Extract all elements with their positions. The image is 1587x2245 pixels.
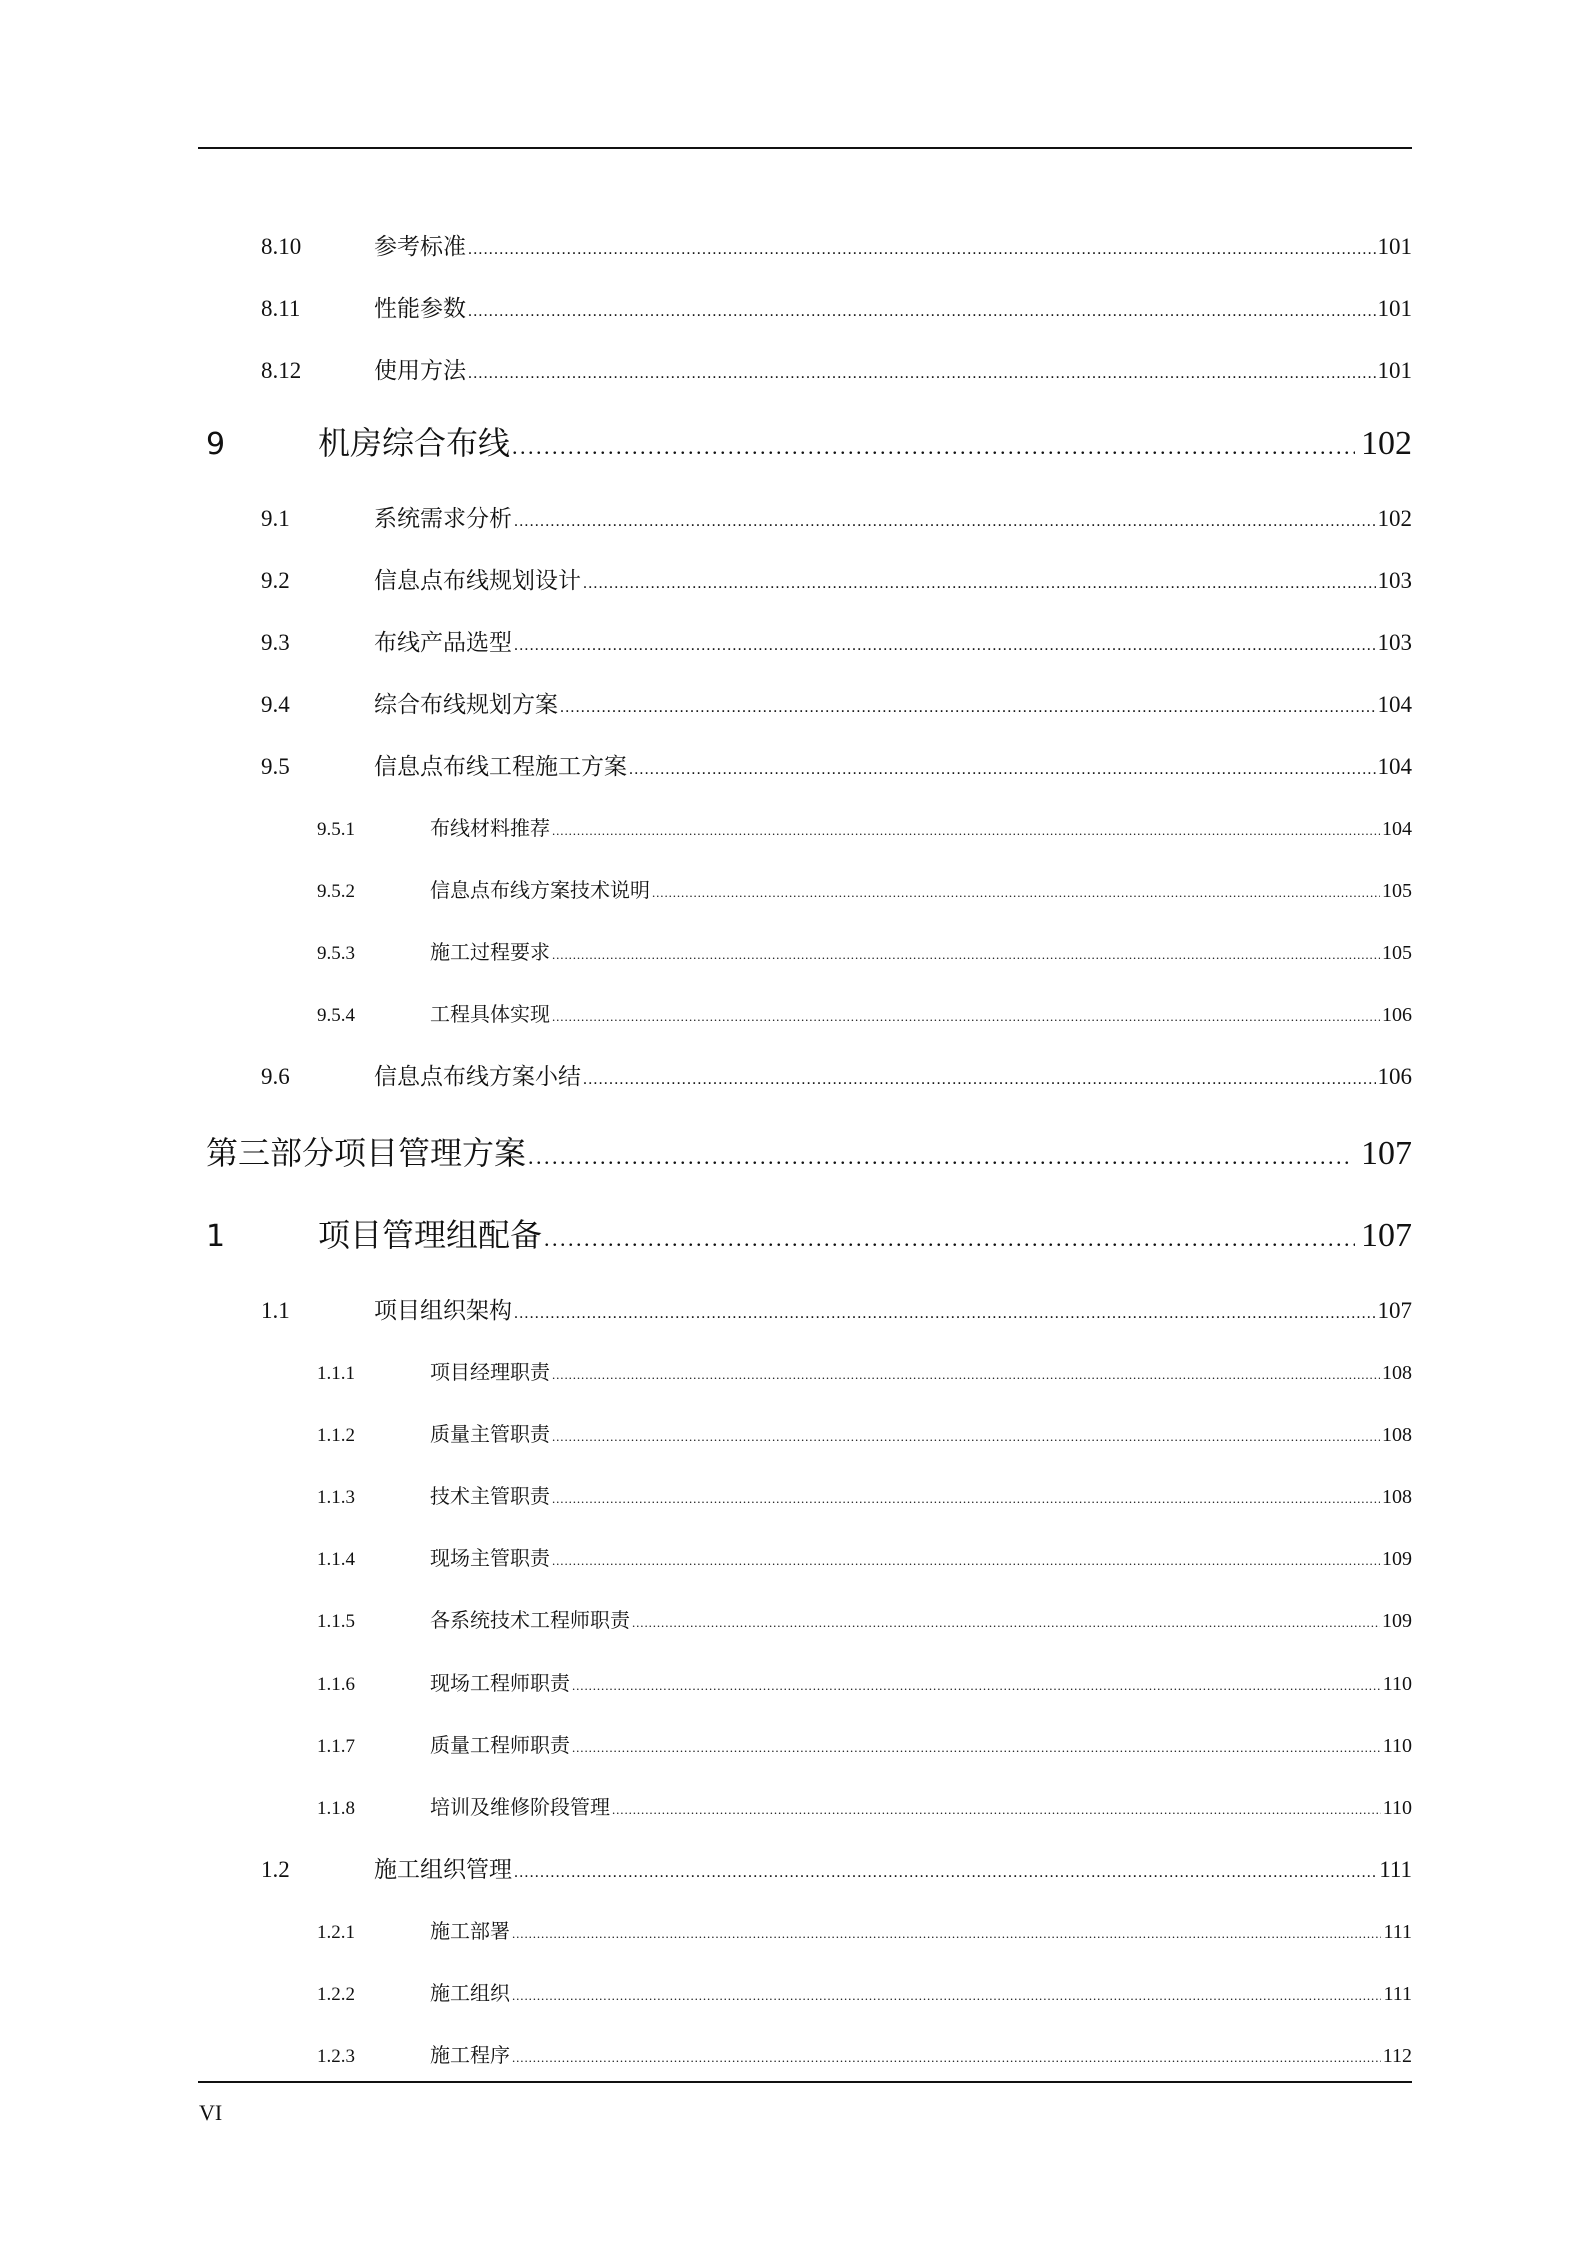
toc-entry-page: 111	[1383, 1983, 1412, 2005]
toc-entry-title: 系统需求分析	[374, 506, 512, 532]
toc-entry-page: 101	[1377, 234, 1412, 259]
toc-entry-title: 培训及维修阶段管理	[430, 1795, 610, 1819]
dot-leader	[512, 2046, 1381, 2068]
footer-page-number: VI	[199, 2100, 223, 2125]
toc-entry-sub[interactable]	[317, 1418, 1412, 1447]
dot-leader	[528, 1135, 1353, 1172]
toc-entry-page: 108	[1382, 1424, 1412, 1446]
toc-entry-number: 8.12	[261, 358, 302, 383]
toc-entry-number: 1.1.4	[317, 1549, 355, 1570]
dot-leader	[629, 754, 1376, 780]
toc-entry-title: 现场主管职责	[430, 1546, 550, 1570]
toc-entry-page: 107	[1361, 1135, 1412, 1172]
toc-entry-number: 1.2	[261, 1857, 290, 1882]
toc-entry-page: 107	[1361, 1217, 1412, 1254]
dot-leader	[552, 1363, 1380, 1385]
dot-leader	[512, 425, 1355, 462]
toc-entry-title: 机房综合布线	[318, 424, 511, 462]
dot-leader	[552, 943, 1380, 965]
header-rule	[198, 147, 1412, 149]
toc-entry-page: 101	[1377, 296, 1412, 321]
toc-entry-number: 9.3	[261, 630, 290, 655]
toc-entry-title: 性能参数	[374, 296, 466, 322]
toc-entry-page: 104	[1377, 754, 1412, 779]
toc-entry-number: 9.5.1	[317, 819, 355, 840]
toc-entry-page: 102	[1377, 506, 1412, 531]
toc-entry-number: 9.6	[261, 1064, 290, 1089]
toc-entry-page: 108	[1382, 1486, 1412, 1508]
dot-leader	[572, 1674, 1381, 1696]
toc-entry-title: 综合布线规划方案	[374, 692, 558, 718]
toc-entry-number: 9.4	[261, 692, 290, 717]
toc-entry-number: 1.1.7	[317, 1736, 355, 1757]
dot-leader	[514, 1298, 1376, 1324]
toc-entry[interactable]	[261, 748, 1412, 781]
toc-entry-number: 1.1.8	[317, 1798, 355, 1819]
toc-entry-page: 104	[1377, 692, 1412, 717]
dot-leader	[468, 234, 1376, 260]
toc-entry-page: 110	[1382, 1735, 1412, 1757]
toc-entry-page: 106	[1377, 1064, 1412, 1089]
dot-leader	[468, 296, 1376, 322]
toc-entry-title: 现场工程师职责	[430, 1671, 570, 1695]
toc-entry-number: 1.1	[261, 1298, 290, 1323]
toc-entry-page: 103	[1377, 630, 1412, 655]
toc-entry-page: 101	[1377, 358, 1412, 383]
toc-entry-number: 1.1.6	[317, 1674, 355, 1695]
toc-entry[interactable]	[261, 228, 1412, 261]
dot-leader	[583, 568, 1376, 594]
toc-entry-title: 施工组织	[430, 1981, 510, 2005]
toc-entry-number: 1.2.2	[317, 1984, 355, 2005]
toc-entry-page: 108	[1382, 1362, 1412, 1384]
toc-entry-sub[interactable]	[317, 1791, 1412, 1820]
toc-entry-title: 第三部分项目管理方案	[206, 1134, 527, 1172]
toc-entry-number: 1	[206, 1219, 226, 1254]
toc-entry-title: 质量主管职责	[430, 1422, 550, 1446]
toc-entry-number: 8.11	[261, 296, 301, 321]
toc-entry-sub[interactable]	[317, 1542, 1412, 1571]
dot-leader	[583, 1064, 1376, 1090]
toc-entry-sub[interactable]	[317, 1977, 1412, 2006]
toc-entry-title: 布线产品选型	[374, 630, 512, 656]
toc-entry-page: 102	[1361, 425, 1412, 462]
toc-entry-title: 项目经理职责	[430, 1360, 550, 1384]
dot-leader	[544, 1217, 1355, 1254]
toc-entry-sub[interactable]	[317, 998, 1412, 1027]
toc-entry-number: 8.10	[261, 234, 302, 259]
toc-entry-number: 9.5.3	[317, 943, 355, 964]
toc-entry-part[interactable]	[206, 1128, 1412, 1174]
toc-entry-number: 1.1.2	[317, 1425, 355, 1446]
dot-leader	[552, 1425, 1380, 1447]
toc-entry-page: 112	[1382, 2045, 1412, 2067]
toc-entry-page: 110	[1382, 1673, 1412, 1695]
toc-entry-page: 105	[1382, 942, 1412, 964]
toc-entry-sub[interactable]	[317, 936, 1412, 965]
toc-entry-number: 1.1.5	[317, 1611, 355, 1632]
toc-entry-title: 参考标准	[374, 234, 466, 260]
toc-entry-chapter[interactable]	[206, 418, 1412, 464]
toc-entry[interactable]	[261, 352, 1412, 385]
toc-entry-page: 111	[1379, 1857, 1412, 1882]
toc-entry-number: 9	[206, 427, 226, 462]
dot-leader	[514, 1857, 1377, 1883]
dot-leader	[652, 881, 1380, 903]
toc-entry-title: 技术主管职责	[430, 1484, 550, 1508]
toc-entry[interactable]	[261, 1292, 1412, 1325]
toc-entry-sub[interactable]	[317, 1480, 1412, 1509]
footer-rule	[198, 2081, 1412, 2083]
toc-entry-page: 109	[1382, 1610, 1412, 1632]
toc-entry-number: 1.1.3	[317, 1487, 355, 1508]
toc-entry-title: 施工程序	[430, 2043, 510, 2067]
toc-entry-title: 信息点布线方案技术说明	[430, 878, 650, 902]
dot-leader	[552, 1005, 1380, 1027]
toc-entry-title: 信息点布线工程施工方案	[374, 754, 627, 780]
toc-entry-page: 104	[1382, 818, 1412, 840]
dot-leader	[632, 1611, 1380, 1633]
toc-entry[interactable]	[261, 1851, 1412, 1884]
toc-entry-page: 106	[1382, 1004, 1412, 1026]
toc-entry-number: 1.1.1	[317, 1363, 355, 1384]
toc-entry-title: 信息点布线方案小结	[374, 1064, 581, 1090]
toc-entry-title: 质量工程师职责	[430, 1733, 570, 1757]
dot-leader	[560, 692, 1376, 718]
dot-leader	[572, 1736, 1381, 1758]
toc-entry-page: 109	[1382, 1548, 1412, 1570]
toc-entry-page: 105	[1382, 880, 1412, 902]
toc-entry-number: 1.2.3	[317, 2046, 355, 2067]
toc-entry[interactable]	[261, 686, 1412, 719]
toc-entry[interactable]	[261, 562, 1412, 595]
dot-leader	[552, 819, 1380, 841]
toc-entry-title: 项目管理组配备	[318, 1216, 543, 1254]
dot-leader	[552, 1487, 1380, 1509]
toc-entry-title: 使用方法	[374, 358, 466, 384]
toc-entry-sub[interactable]	[317, 1667, 1412, 1696]
toc-entry-page: 107	[1377, 1298, 1412, 1323]
toc-entry-title: 信息点布线规划设计	[374, 568, 581, 594]
dot-leader	[468, 358, 1376, 384]
toc-entry-number: 9.1	[261, 506, 290, 531]
toc-entry-page: 103	[1377, 568, 1412, 593]
toc-entry-sub[interactable]	[317, 874, 1412, 903]
toc-entry-title: 布线材料推荐	[430, 816, 550, 840]
dot-leader	[512, 1922, 1381, 1944]
toc-entry-number: 9.5.2	[317, 881, 355, 902]
toc-entry[interactable]	[261, 1058, 1412, 1091]
toc-entry-sub[interactable]	[317, 1729, 1412, 1758]
toc-entry-page: 111	[1383, 1921, 1412, 1943]
dot-leader	[514, 506, 1376, 532]
toc-entry-number: 9.2	[261, 568, 290, 593]
dot-leader	[552, 1549, 1380, 1571]
toc-entry-title: 施工过程要求	[430, 940, 550, 964]
toc-entry-number: 9.5.4	[317, 1005, 355, 1026]
toc-entry-chapter[interactable]	[206, 1210, 1412, 1256]
toc-entry-title: 各系统技术工程师职责	[430, 1608, 630, 1632]
toc-entry-sub[interactable]	[317, 1356, 1412, 1385]
toc-entry[interactable]	[261, 624, 1412, 657]
toc-entry[interactable]	[261, 500, 1412, 533]
toc-entry-sub[interactable]	[317, 2039, 1412, 2068]
dot-leader	[512, 1984, 1381, 2006]
toc-entry[interactable]	[261, 290, 1412, 323]
dot-leader	[514, 630, 1376, 656]
toc-entry-sub[interactable]	[317, 1915, 1412, 1944]
toc-entry-sub[interactable]	[317, 1604, 1412, 1633]
toc-entry-title: 施工部署	[430, 1919, 510, 1943]
toc-entry-sub[interactable]	[317, 812, 1412, 841]
dot-leader	[612, 1798, 1381, 1820]
toc-entry-title: 项目组织架构	[374, 1298, 512, 1324]
toc-entry-title: 工程具体实现	[430, 1002, 550, 1026]
toc-entry-page: 110	[1382, 1797, 1412, 1819]
toc-entry-title: 施工组织管理	[374, 1857, 512, 1883]
toc-entry-number: 9.5	[261, 754, 290, 779]
toc-entry-number: 1.2.1	[317, 1922, 355, 1943]
